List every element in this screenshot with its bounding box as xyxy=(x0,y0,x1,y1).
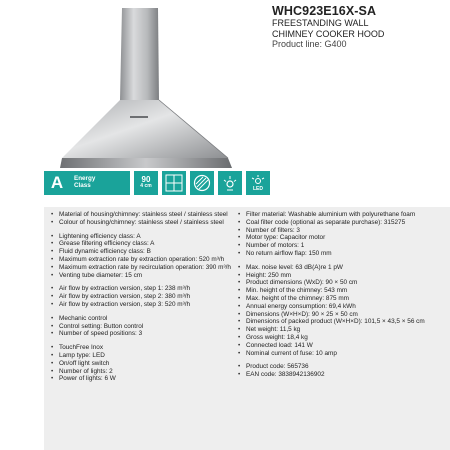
spec-item: • Power of lights: 6 W xyxy=(50,375,240,383)
spec-item: • Lamp type: LED xyxy=(50,352,240,360)
spec-item: • Product dimensions (WxD): 90 × 50 cm xyxy=(237,279,445,287)
spec-item: • Mechanic control xyxy=(50,315,240,323)
spec-item: • Nominal current of fuse: 10 amp xyxy=(237,350,445,358)
energy-class-label xyxy=(70,171,130,195)
spec-item: • EAN code: 3838942136902 xyxy=(237,371,445,379)
spec-item: • Connected load: 141 W xyxy=(237,342,445,350)
spec-item: • Number of filters: 3 xyxy=(237,227,445,235)
product-header xyxy=(0,0,450,168)
spec-item: • Grease filtering efficiency class: A xyxy=(50,240,240,248)
spec-item: • Air flow by extraction version, step 3: 520 m³/h xyxy=(50,301,240,309)
width-icon xyxy=(134,171,158,195)
extraction-icon xyxy=(162,171,186,195)
model-number: WHC923E16X-SA xyxy=(272,4,377,18)
width-value: 90 xyxy=(141,175,151,184)
spec-item: • No return airflow flap: 150 mm xyxy=(237,250,445,258)
product-title-line-1: FREESTANDING WALL xyxy=(272,18,369,28)
spec-item: • Motor type: Capacitor motor xyxy=(237,234,445,242)
spec-item: • Product code: 565736 xyxy=(237,363,445,371)
spec-item: • Gross weight: 18,4 kg xyxy=(237,334,445,342)
spec-item: • Air flow by extraction version, step 2: 380 m³/h xyxy=(50,293,240,301)
spec-item: • Colour of housing/chimney: stainless steel / stainless steel xyxy=(50,219,240,227)
spec-item: • Height: 250 mm xyxy=(237,272,445,280)
spec-item: • Number of lights: 2 xyxy=(50,368,240,376)
filter-icon xyxy=(190,171,214,195)
spec-item: • Fluid dynamic efficiency class: B xyxy=(50,248,240,256)
spec-item: • TouchFree Inox xyxy=(50,344,240,352)
spec-item: • On/off light switch xyxy=(50,360,240,368)
spec-item: • Net weight: 11,5 kg xyxy=(237,326,445,334)
spec-item: • Annual energy consumption: 69,4 kWh xyxy=(237,303,445,311)
product-title-line-2: CHIMNEY COOKER HOOD xyxy=(272,28,385,39)
energy-class-letter: A xyxy=(44,171,70,195)
halogen-light-icon xyxy=(218,171,242,195)
spec-item: • Maximum extraction rate by recirculation operation: 390 m³/h xyxy=(50,264,240,272)
spec-item: • Lightening efficiency class: A xyxy=(50,233,240,241)
spec-item: • Air flow by extraction version, step 1: 238 m³/h xyxy=(50,285,240,293)
spec-item: • Dimensions of packed product (W×H×D): 101,5 × 43,5 × 56 cm xyxy=(237,318,445,326)
width-unit: 4 cm xyxy=(140,183,152,189)
title-block xyxy=(272,4,448,50)
spec-item: • Filter material: Washable aluminium with polyurethane foam xyxy=(237,211,445,219)
spec-item: • Max. noise level: 63 dB(A)re 1 pW xyxy=(237,264,445,272)
led-light-icon xyxy=(246,171,270,195)
energy-label-line-2: Class xyxy=(74,181,91,189)
energy-label-line-1: Energy xyxy=(74,175,96,182)
spec-item: • Material of housing/chimney: stainless steel / stainless steel xyxy=(50,211,240,219)
spec-item: • Number of speed positions: 3 xyxy=(50,330,240,338)
spec-item: • Number of motors: 1 xyxy=(237,242,445,250)
spec-item: • Coal filter code (optional as separate purchase): 315275 xyxy=(237,219,445,227)
product-line: Product line: G400 xyxy=(272,39,347,49)
spec-item: • Control setting: Button control xyxy=(50,323,240,331)
led-label: LED xyxy=(253,185,263,192)
spec-item: • Dimensions (W×H×D): 90 × 25 × 50 cm xyxy=(237,311,445,319)
cooker-hood-image xyxy=(60,8,250,168)
specs-left-column xyxy=(50,211,240,383)
energy-class-badge xyxy=(44,171,130,195)
spec-item: • Min. height of the chimney: 543 mm xyxy=(237,287,445,295)
spec-item: • Venting tube diameter: 15 cm xyxy=(50,272,240,280)
specs-right-column xyxy=(237,211,445,379)
spec-item: • Maximum extraction rate by extraction operation: 520 m³/h xyxy=(50,256,240,264)
spec-item: • Max. height of the chimney: 875 mm xyxy=(237,295,445,303)
feature-icons-row xyxy=(44,170,270,196)
specifications-panel xyxy=(44,207,450,450)
